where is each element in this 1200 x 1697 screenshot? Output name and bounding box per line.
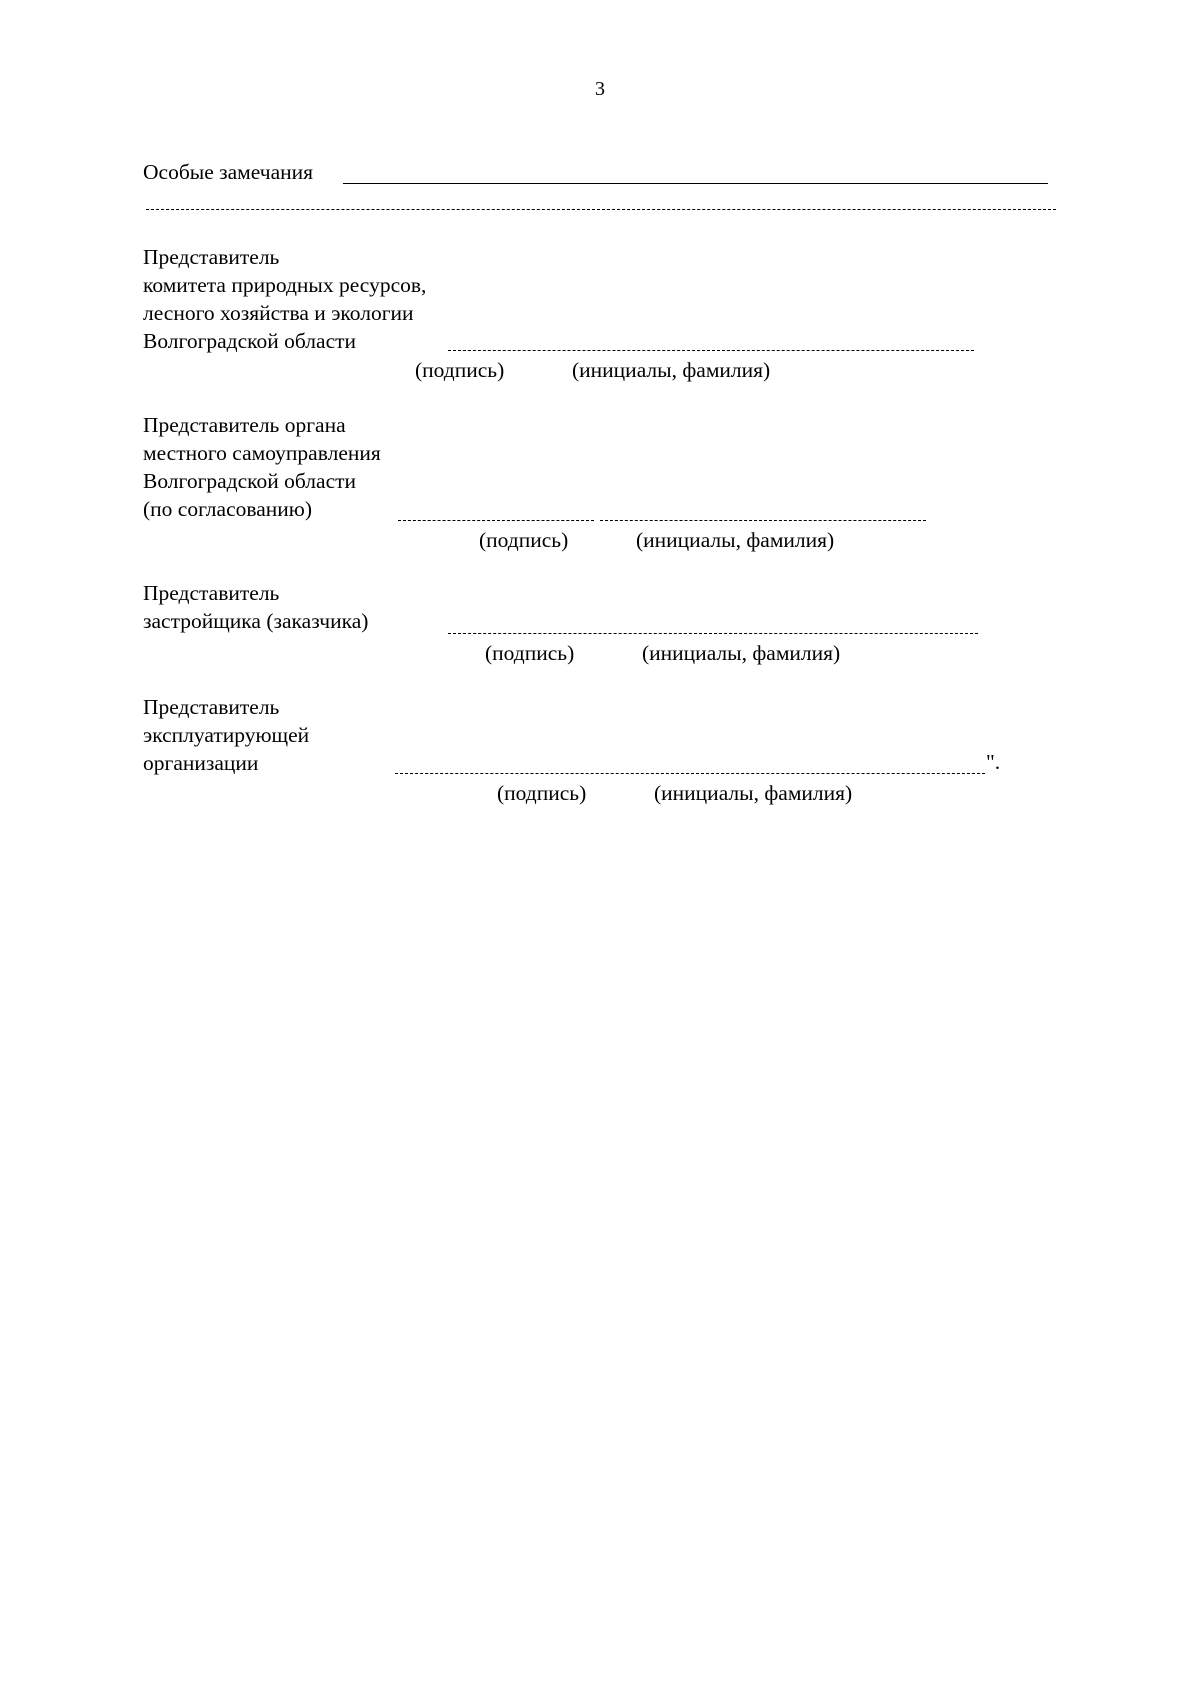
- initials-caption: (инициалы, фамилия): [654, 781, 853, 805]
- signature-caption: (подпись): [415, 358, 505, 382]
- block-line: Представитель органа: [143, 413, 346, 437]
- initials-caption: (инициалы, фамилия): [636, 528, 835, 552]
- block-line: Представитель: [143, 695, 280, 719]
- block-line: лесного хозяйства и экологии: [143, 301, 414, 325]
- initials-caption: (инициалы, фамилия): [642, 641, 841, 665]
- block-line: организации: [143, 751, 259, 775]
- block-line: Волгоградской области: [143, 329, 357, 353]
- signature-line: [448, 633, 978, 634]
- block-line: застройщика (заказчика): [143, 609, 369, 633]
- signature-caption: (подпись): [485, 641, 575, 665]
- block-line: (по согласованию): [143, 497, 313, 521]
- closing-quote-mark: ".: [986, 750, 1001, 774]
- block-line: Представитель: [143, 581, 280, 605]
- signature-caption: (подпись): [479, 528, 569, 552]
- block-line: Волгоградской области: [143, 469, 357, 493]
- remarks-label: Особые замечания: [143, 160, 314, 184]
- signature-line: [395, 773, 985, 774]
- block-line: местного самоуправления: [143, 441, 381, 465]
- block-line: комитета природных ресурсов,: [143, 273, 427, 297]
- page-number: 3: [595, 78, 605, 100]
- initials-line: [600, 520, 926, 521]
- remarks-line-2: [146, 209, 1056, 210]
- block-line: эксплуатирующей: [143, 723, 310, 747]
- remarks-line-1: [343, 183, 1048, 184]
- signature-line: [448, 350, 974, 351]
- signature-line: [398, 520, 594, 521]
- initials-caption: (инициалы, фамилия): [572, 358, 771, 382]
- block-line: Представитель: [143, 245, 280, 269]
- signature-caption: (подпись): [497, 781, 587, 805]
